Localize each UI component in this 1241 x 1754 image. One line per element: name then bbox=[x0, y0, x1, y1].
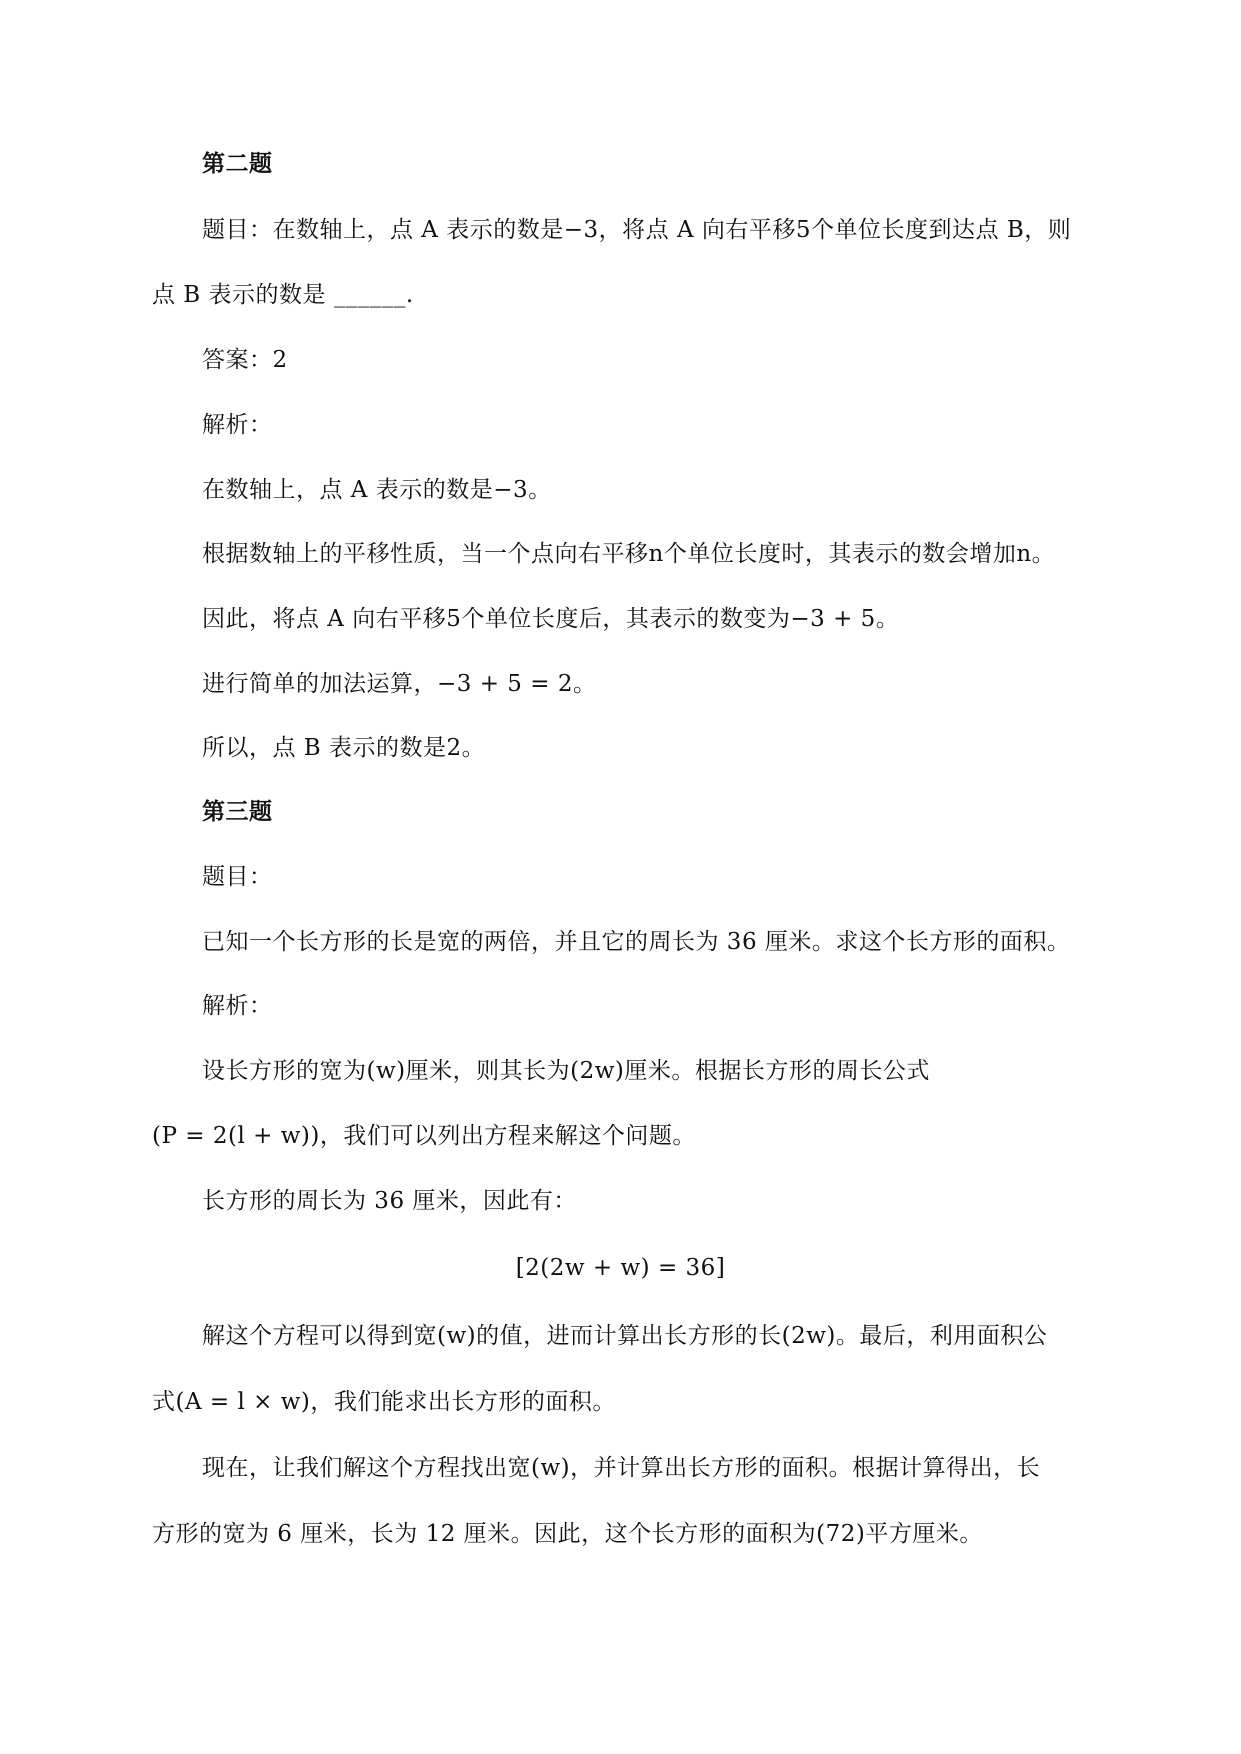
q3-para1-line-1: 设长方形的宽为(w)厘米，则其长为(2w)厘米。根据长方形的周长公式 bbox=[202, 1058, 930, 1084]
q2-question-line-2: 点 B 表示的数是 ______. bbox=[152, 282, 414, 308]
q3-para2: 长方形的周长为 36 厘米，因此有： bbox=[202, 1188, 577, 1214]
q2-answer: 答案：2 bbox=[202, 347, 288, 373]
q3-para1-line-2: (P = 2(l + w))，我们可以列出方程来解这个问题。 bbox=[152, 1123, 696, 1149]
q3-para3-line-2: 式(A = l × w)，我们能求出长方形的面积。 bbox=[152, 1389, 616, 1415]
q2-step-1: 在数轴上，点 A 表示的数是−3。 bbox=[202, 477, 552, 503]
q2-step-2: 根据数轴上的平移性质，当一个点向右平移n个单位长度时，其表示的数会增加n。 bbox=[202, 541, 1056, 567]
q2-step-4: 进行简单的加法运算，−3 + 5 = 2。 bbox=[202, 671, 597, 697]
q3-question-text: 已知一个长方形的长是宽的两倍，并且它的周长为 36 厘米。求这个长方形的面积。 bbox=[202, 929, 1071, 955]
q3-heading: 第三题 bbox=[202, 798, 273, 825]
q2-analysis-label: 解析： bbox=[202, 412, 273, 438]
q3-question-label: 题目： bbox=[202, 864, 273, 890]
q2-step-3: 因此，将点 A 向右平移5个单位长度后，其表示的数变为−3 + 5。 bbox=[202, 606, 900, 632]
q3-para4-line-1: 现在，让我们解这个方程找出宽(w)，并计算出长方形的面积。根据计算得出，长 bbox=[202, 1455, 1041, 1481]
q3-analysis-label: 解析： bbox=[202, 993, 273, 1019]
q3-para3-line-1: 解这个方程可以得到宽(w)的值，进而计算出长方形的长(2w)。最后，利用面积公 bbox=[202, 1323, 1048, 1349]
q2-step-5: 所以，点 B 表示的数是2。 bbox=[202, 735, 486, 761]
q3-equation: [2(2w + w) = 36] bbox=[515, 1255, 726, 1281]
q3-para4-line-2: 方形的宽为 6 厘米，长为 12 厘米。因此，这个长方形的面积为(72)平方厘米。 bbox=[152, 1521, 983, 1547]
q2-question-line-1: 题目：在数轴上，点 A 表示的数是−3，将点 A 向右平移5个单位长度到达点 B，则 bbox=[202, 217, 1072, 243]
q2-heading: 第二题 bbox=[202, 150, 273, 177]
